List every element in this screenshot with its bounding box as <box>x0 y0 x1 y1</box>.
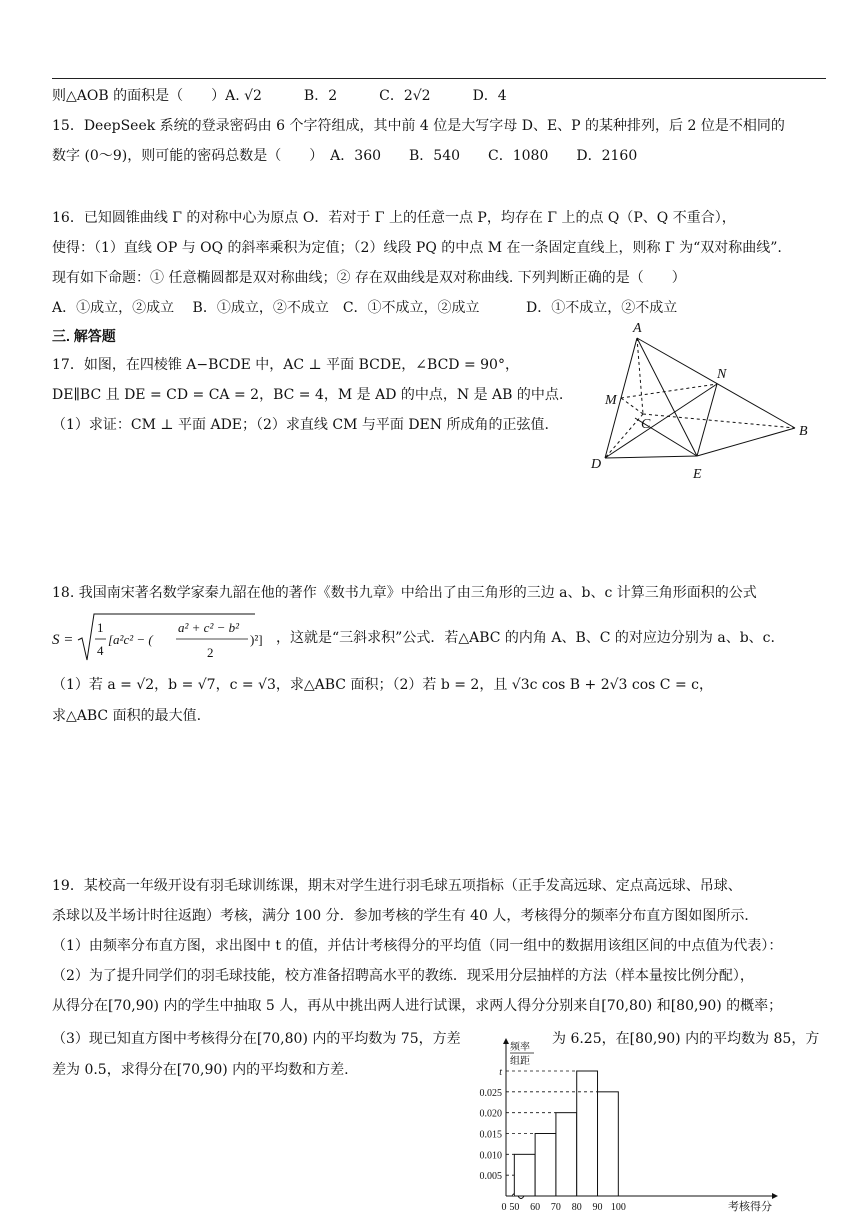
q16-line4: A．①成立，②成立 B．①成立，②不成立 C．①不成立，②成立 D．①不成立，②不成立 <box>52 300 678 316</box>
x-axis-title: 考核得分 <box>728 1201 772 1213</box>
y-axis-arrow <box>503 1038 509 1044</box>
svg-text:S =: S = <box>52 632 74 648</box>
q19-line3: （1）由频率分布直方图，求出图中 t 的值，并估计考核得分的平均值（同一组中的数据用该组区间的中点值为代表）： <box>52 938 783 954</box>
x-tick-label: 70 <box>550 1202 561 1213</box>
histogram-bar <box>514 1154 535 1196</box>
y-axis-title-bottom: 组距 <box>510 1056 530 1067</box>
label-N: N <box>717 367 727 382</box>
svg-text:2: 2 <box>207 645 214 660</box>
label-M: M <box>605 393 617 408</box>
q16-line3: 现有如下命题：① 任意椭圆都是双对称曲线；② 存在双曲线是双对称曲线. 下列判断正确的是（ ） <box>52 270 686 286</box>
y-tick-label: t <box>499 1067 502 1078</box>
q17-line2: DE∥BC 且 DE = CD = CA = 2，BC = 4，M 是 AD 的中点，N 是 AB 的中点. <box>52 387 564 403</box>
label-B: B <box>799 424 808 439</box>
label-A: A <box>633 321 642 336</box>
histogram-bar <box>535 1134 556 1197</box>
x-tick-label: 60 <box>530 1202 541 1213</box>
histogram-bar <box>577 1071 598 1196</box>
y-tick-label: 0.005 <box>479 1171 502 1183</box>
svg-text:1: 1 <box>97 620 104 635</box>
histogram-bar <box>556 1113 577 1196</box>
label-C: C <box>641 417 651 432</box>
q16-line1: 16．已知圆锥曲线 Γ 的对称中心为原点 O．若对于 Γ 上的任意一点 P，均存在 Γ 上的点 Q（P、Q 不重合）， <box>52 210 736 226</box>
q19-line7: 差为 0.5，求得分在[70,90) 内的平均数和方差. <box>52 1062 349 1078</box>
x-tick-label: 100 <box>610 1202 626 1213</box>
y-axis-title-top: 频率 <box>510 1042 530 1053</box>
x-tick-label: 80 <box>571 1202 582 1213</box>
section-heading: 三. 解答题 <box>52 328 116 344</box>
label-D: D <box>591 457 602 472</box>
q19-line1: 19．某校高一年级开设有羽毛球训练课，期末对学生进行羽毛球五项指标（正手发高远球、定点高远球、吊球、 <box>52 878 742 894</box>
q19-line4: （2）为了提升同学们的羽毛球技能，校方准备招聘高水平的教练．现采用分层抽样的方法（样本量按比例分配）， <box>52 968 754 984</box>
pyramid-figure <box>585 318 825 486</box>
y-tick-label: 0.025 <box>479 1087 502 1099</box>
histogram-bar <box>598 1092 619 1196</box>
y-tick-label: 0.010 <box>479 1150 502 1162</box>
svg-text:[a²c² − (: [a²c² − ( <box>108 632 153 647</box>
q14-text: 则△AOB 的面积是（ ）A. √2 B．2 C．2√2 D．4 <box>52 88 507 104</box>
x-tick-label: 90 <box>592 1202 603 1213</box>
qin-formula <box>50 610 270 666</box>
q17-line3: （1）求证：CM ⊥ 平面 ADE；（2）求直线 CM 与平面 DEN 所成角的正弦值. <box>52 417 549 433</box>
q15-line1: 15．DeepSeek 系统的登录密码由 6 个字符组成，其中前 4 位是大写字母 D、E、P 的某种排列，后 2 位是不相同的 <box>52 118 785 134</box>
origin-label: 0 <box>501 1202 507 1213</box>
top-rule <box>52 78 826 79</box>
q18-line4: 求△ABC 面积的最大值. <box>52 708 202 724</box>
q19-line6a: （3）现已知直方图中考核得分在[70,80) 内的平均数为 75，方差 <box>52 1031 461 1047</box>
y-tick-label: 0.020 <box>479 1108 502 1120</box>
q17-line1: 17．如图，在四棱锥 A−BCDE 中，AC ⊥ 平面 BCDE，∠BCD = 90°， <box>52 357 519 373</box>
q18-line3: （1）若 a = √2，b = √7，c = √3，求△ABC 面积；（2）若 b = 2，且 √3c cos B + 2√3 cos C = c， <box>52 677 713 693</box>
y-tick-label: 0.015 <box>479 1129 502 1141</box>
x-axis-arrow <box>772 1193 778 1199</box>
svg-text:4: 4 <box>97 643 104 658</box>
q16-line2: 使得：（1）直线 OP 与 OQ 的斜率乘积为定值；（2）线段 PQ 的中点 M 在一条固定直线上，则称 Γ 为“双对称曲线”. <box>52 240 782 256</box>
q18-line1: 18. 我国南宋著名数学家秦九韶在他的著作《数书九章》中给出了由三角形的三边 a、b、c 计算三角形面积的公式 <box>52 585 757 601</box>
x-tick-label: 50 <box>509 1202 520 1213</box>
q15-line2: 数字 (0～9)，则可能的密码总数是（ ） A．360 B．540 C．1080 D．2160 <box>52 148 638 164</box>
svg-text:)²]: )²] <box>250 632 263 647</box>
q19-line6b: 为 6.25，在[80,90) 内的平均数为 85，方 <box>552 1031 820 1047</box>
label-E: E <box>693 467 702 482</box>
frequency-histogram <box>466 1036 806 1214</box>
svg-text:a² + c² − b²: a² + c² − b² <box>178 620 240 635</box>
q19-line2: 杀球以及半场计时往返跑）考核，满分 100 分．参加考核的学生有 40 人，考核得分的频率分布直方图如图所示． <box>52 908 759 924</box>
q18-formula-after: ，这就是“三斜求积”公式．若△ABC 的内角 A、B、C 的对应边分别为 a、b、c. <box>276 630 775 646</box>
q19-line5: 从得分在[70,90) 内的学生中抽取 5 人，再从中挑出两人进行试课，求两人得分分别来自[70,80) 和[80,90) 的概率； <box>52 998 783 1014</box>
